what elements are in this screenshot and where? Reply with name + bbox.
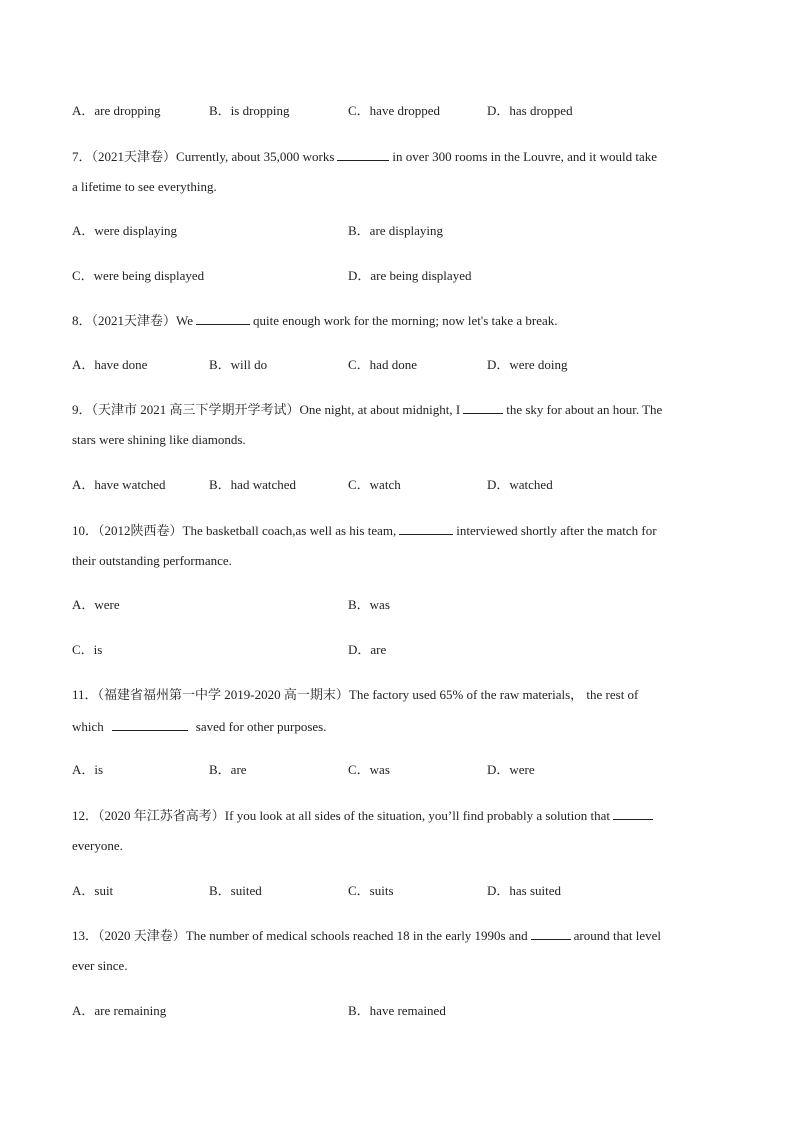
q9-option-d: D．watched [487,477,553,492]
q13-option-b: B．have remained [348,1003,446,1018]
question-12-stem [72,807,656,824]
q9-option-b: B．had watched [209,477,297,492]
q8-option-b: B．will do [209,357,268,372]
question-text: the sky for about an hour. The [506,402,663,417]
question-text: We [176,313,194,328]
question-source: （2020 天津卷） [98,928,186,943]
question-8-stem [72,312,558,329]
question-11-stem-line2 [72,718,326,735]
question-7-stem-line2: a lifetime to see everything. [72,179,217,194]
answer-blank [613,807,653,820]
question-source: （2021天津卷） [91,313,177,328]
q9-option-c: C．watch [348,477,401,492]
question-text: which [72,719,104,734]
question-text: One night, at about midnight, I [299,402,461,417]
answer-blank [463,401,503,414]
answer-blank [337,148,389,161]
question-number: 7． [72,149,92,164]
q11-option-b: B．are [209,762,247,777]
question-text: quite enough work for the morning; now let's take a break. [253,313,558,328]
question-source: （2021天津卷） [91,149,177,164]
q9-option-a: A．have watched [72,477,166,492]
question-text: The number of medical schools reached 18 in the early 1990s and [185,928,528,943]
question-7-stem [72,148,657,165]
question-10-stem-line2: their outstanding performance. [72,553,232,568]
q6-option-b: B．is dropping [209,103,290,118]
question-number: 8． [72,313,92,328]
answer-blank [112,718,188,731]
answer-blank [399,522,453,535]
q7-option-c: C．were being displayed [72,268,205,283]
question-10-stem [72,522,657,539]
answer-blank [196,312,250,325]
q8-option-c: C．had done [348,357,417,372]
question-13-stem-line2: ever since. [72,958,128,973]
q8-option-d: D．were doing [487,357,568,372]
question-number: 9． [72,402,92,417]
question-9-stem [72,401,662,418]
question-text: saved for other purposes. [195,719,327,734]
q8-option-a: A．have done [72,357,148,372]
question-text: Currently, about 35,000 works [176,149,335,164]
q6-option-c: C．have dropped [348,103,441,118]
q6-option-d: D．has dropped [487,103,573,118]
q7-option-a: A．were displaying [72,223,178,238]
q12-option-b: B．suited [209,883,262,898]
q10-option-a: A．were [72,597,120,612]
q11-option-c: C．was [348,762,390,777]
question-source: （福建省福州第一中学 2019-2020 高一期末） [97,687,349,702]
q11-option-a: A．is [72,762,104,777]
q7-option-b: B．are displaying [348,223,443,238]
question-text: The factory used 65% of the raw materials， the rest of [348,687,639,702]
question-11-stem [72,687,638,703]
q13-option-a: A．are remaining [72,1003,167,1018]
q12-option-d: D．has suited [487,883,562,898]
q10-option-d: D．are [348,642,387,657]
q10-option-c: C．is [72,642,103,657]
question-source: （2012陕西卷） [98,523,183,538]
question-text: interviewed shortly after the match for [456,523,657,538]
question-text: If you look at all sides of the situation, you’ll find probably a solution that [224,808,611,823]
q6-option-a: A．are dropping [72,103,161,118]
q7-option-d: D．are being displayed [348,268,472,283]
question-9-stem-line2: stars were shining like diamonds. [72,432,246,447]
question-12-stem-line2: everyone. [72,838,123,853]
question-number: 10． [72,523,99,538]
question-text: around that level [573,928,661,943]
q10-option-b: B．was [348,597,390,612]
question-text: in over 300 rooms in the Louvre, and it would take [392,149,658,164]
q12-option-a: A．suit [72,883,114,898]
question-13-stem [72,927,661,944]
q12-option-c: C．suits [348,883,394,898]
answer-blank [531,927,571,940]
question-source: （天津市 2021 高三下学期开学考试） [91,402,300,417]
question-number: 12． [72,808,99,823]
question-source: （2020 年江苏省高考） [98,808,225,823]
question-number: 11． [72,687,98,702]
question-number: 13． [72,928,99,943]
question-text: The basketball coach,as well as his team, [182,523,397,538]
q11-option-d: D．were [487,762,535,777]
